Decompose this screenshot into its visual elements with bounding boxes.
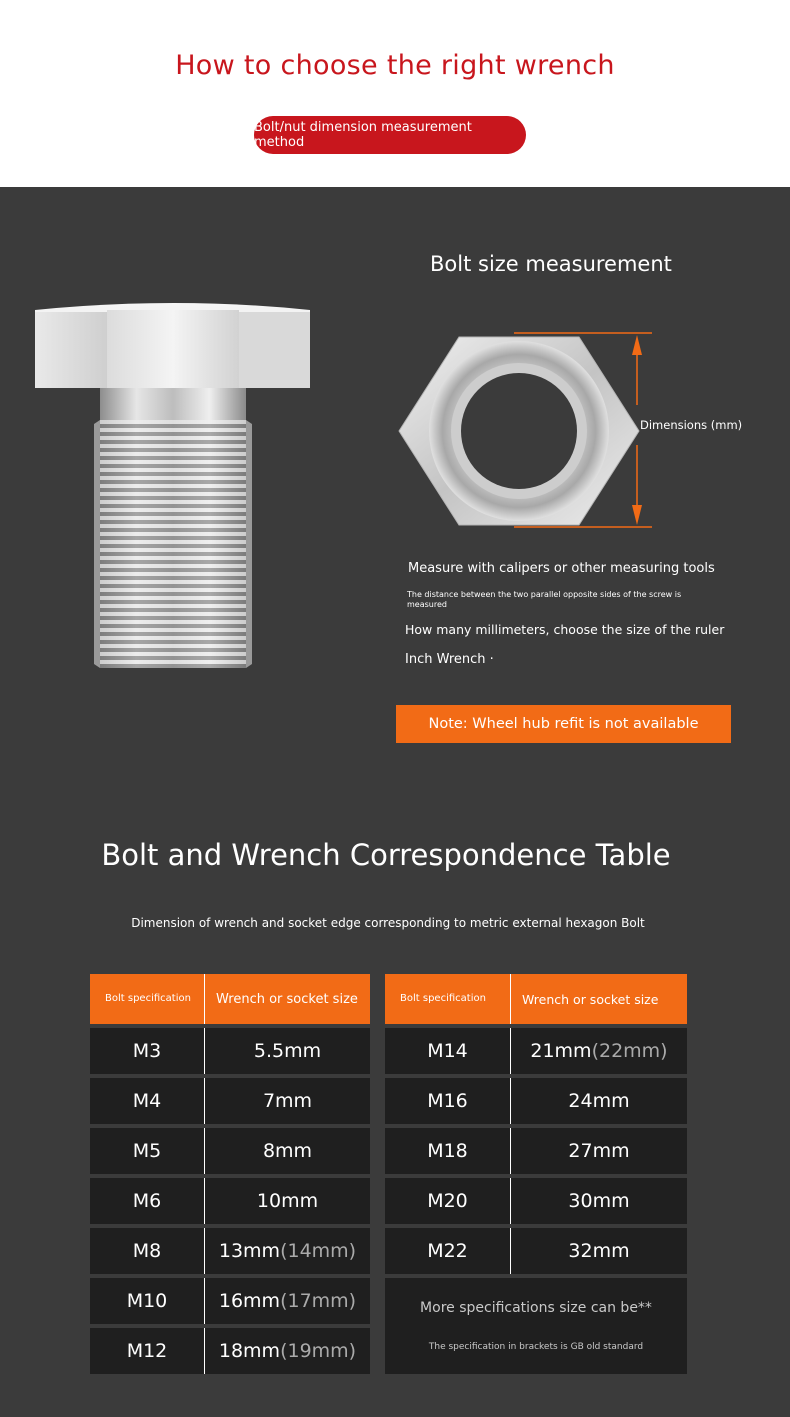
old-standard-size: (14mm) [280, 1240, 357, 1262]
table-header [385, 974, 687, 1024]
wrench-size-value: 16mm [218, 1290, 281, 1312]
method-pill-label: Bolt/nut dimension measurement method [254, 116, 526, 154]
bolt-spec-cell: M4 [132, 1090, 162, 1112]
old-standard-size: (17mm) [280, 1290, 357, 1312]
table-row [385, 1028, 687, 1074]
wrench-size-cell [510, 1128, 687, 1174]
table-row [90, 1028, 370, 1074]
bolt-spec-cell: M12 [126, 1340, 168, 1362]
bolt-spec-cell: M10 [126, 1290, 168, 1312]
wrench-size-value: 7mm [262, 1090, 313, 1112]
bolt-spec-cell: M5 [132, 1140, 162, 1162]
table-title: Bolt and Wrench Correspondence Table [101, 838, 671, 872]
header-section [0, 0, 790, 187]
bolt-spec-cell: M16 [427, 1090, 468, 1112]
table-row [90, 1128, 370, 1174]
bolt-spec-cell: M20 [427, 1190, 468, 1212]
bolt-spec-cell: M18 [427, 1140, 468, 1162]
header-wrench-size: Wrench or socket size [204, 974, 370, 1024]
wrench-size-value: 10mm [256, 1190, 319, 1212]
dimension-label: Dimensions (mm) [640, 418, 743, 432]
more-specs-box [385, 1278, 687, 1374]
bolt-spec-cell: M22 [427, 1240, 468, 1262]
table-header [90, 974, 370, 1024]
bolt-spec-cell: M3 [132, 1040, 162, 1062]
table-row [90, 1328, 370, 1374]
wrench-size-cell [510, 1228, 687, 1274]
wrench-size-cell [204, 1178, 370, 1224]
instruction-millimeters: How many millimeters, choose the size of the ruler [405, 622, 725, 637]
bolt-spec-cell: M8 [132, 1240, 162, 1262]
wrench-size-value: 13mm [218, 1240, 281, 1262]
bolt-illustration [30, 300, 320, 675]
wrench-size-cell [204, 1228, 370, 1274]
instruction-inch-wrench: Inch Wrench · [405, 652, 494, 667]
table-row [385, 1078, 687, 1124]
wrench-size-cell [204, 1278, 370, 1324]
wrench-size-value: 27mm [568, 1140, 630, 1162]
table-row [90, 1078, 370, 1124]
correspondence-table-left [90, 974, 370, 1374]
header-wrench-size: Wrench or socket size [510, 974, 687, 1024]
wrench-size-cell [510, 1028, 687, 1074]
wrench-size-cell [204, 1028, 370, 1074]
table-row [90, 1178, 370, 1224]
more-specs-text: More specifications size can be** [420, 1300, 652, 1316]
instruction-calipers: Measure with calipers or other measuring tools [408, 561, 715, 576]
bolt-spec-cell: M14 [427, 1040, 468, 1062]
wrench-size-cell [204, 1328, 370, 1374]
wrench-size-value: 24mm [568, 1090, 630, 1112]
wrench-size-value: 18mm [218, 1340, 281, 1362]
wrench-size-cell [204, 1128, 370, 1174]
instruction-distance: The distance between the two parallel opposite sides of the screw is measured [407, 590, 682, 609]
table-row [385, 1228, 687, 1274]
table-row [90, 1278, 370, 1324]
bolt-spec-cell: M6 [132, 1190, 162, 1212]
correspondence-table-right [385, 974, 687, 1374]
bracket-note: The specification in brackets is GB old standard [428, 1342, 644, 1352]
wrench-size-cell [204, 1078, 370, 1124]
wrench-size-value: 21mm [530, 1040, 592, 1062]
table-row [90, 1228, 370, 1274]
old-standard-size: (22mm) [591, 1040, 668, 1062]
table-row [385, 1178, 687, 1224]
note-banner: Note: Wheel hub refit is not available [396, 705, 731, 743]
table-row [385, 1128, 687, 1174]
wrench-size-value: 5.5mm [253, 1040, 322, 1062]
wrench-size-cell [510, 1178, 687, 1224]
header-bolt-spec: Bolt specification [400, 993, 486, 1004]
measurement-title: Bolt size measurement [430, 252, 672, 276]
wrench-size-value: 32mm [568, 1240, 630, 1262]
old-standard-size: (19mm) [280, 1340, 357, 1362]
header-bolt-spec: Bolt specification [105, 993, 191, 1004]
page-title: How to choose the right wrench [175, 50, 615, 81]
wrench-size-value: 8mm [262, 1140, 313, 1162]
nut-illustration [390, 325, 660, 535]
wrench-size-value: 30mm [568, 1190, 630, 1212]
wrench-size-cell [510, 1078, 687, 1124]
table-subtitle: Dimension of wrench and socket edge corresponding to metric external hexagon Bolt [131, 916, 645, 930]
